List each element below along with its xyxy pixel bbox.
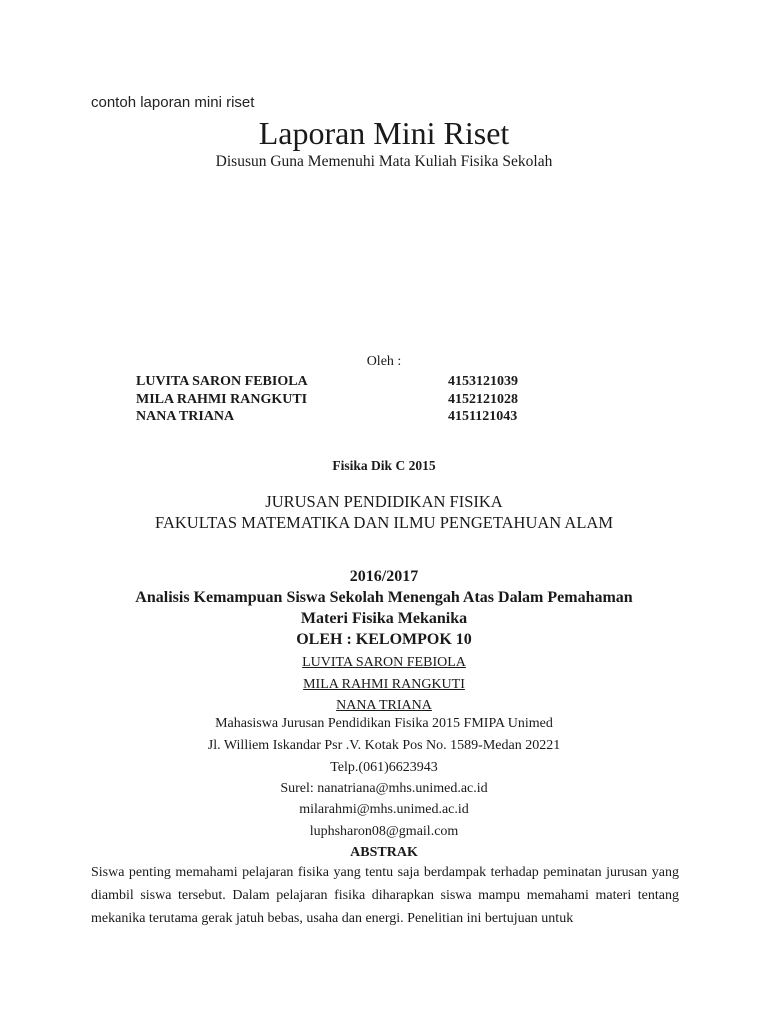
email: Surel: nanatriana@mhs.unimed.ac.id bbox=[280, 781, 488, 796]
author-list bbox=[136, 373, 536, 426]
author-nim: 4153121039 bbox=[448, 374, 518, 389]
address: Jl. Williem Iskandar Psr .V. Kotak Pos No. 1589-Medan 20221 bbox=[207, 738, 561, 753]
author-row bbox=[136, 391, 536, 409]
document-caption: contoh laporan mini riset bbox=[91, 94, 255, 111]
affiliation: Mahasiswa Jurusan Pendidikan Fisika 2015 FMIPA Unimed bbox=[215, 716, 553, 731]
class-label: Fisika Dik C 2015 bbox=[332, 458, 436, 473]
email: luphsharon08@gmail.com bbox=[309, 824, 459, 839]
academic-year: 2016/2017 bbox=[349, 568, 419, 585]
abstract-text: Siswa penting memahami pelajaran fisika yang tentu saja berdampak terhadap peminatan jurusan yang diambil siswa tersebut. Dalam pelajaran fisika diharapkan siswa mampu memahami materi tentang mekanika terutama gerak jatuh bebas, usaha dan energi. Penelitian ini bertujuan untuk bbox=[91, 865, 679, 926]
author-name: LUVITA SARON FEBIOLA bbox=[136, 374, 308, 389]
group-label: OLEH : KELOMPOK 10 bbox=[296, 631, 472, 648]
abstract-heading: ABSTRAK bbox=[350, 845, 418, 860]
group-member: NANA TRIANA bbox=[336, 698, 432, 713]
author-name: NANA TRIANA bbox=[136, 409, 235, 424]
group-member: MILA RAHMI RANGKUTI bbox=[303, 677, 465, 692]
author-name: MILA RAHMI RANGKUTI bbox=[136, 391, 308, 407]
email: milarahmi@mhs.unimed.ac.id bbox=[299, 802, 469, 817]
author-row bbox=[136, 408, 536, 426]
oleh-label: Oleh : bbox=[366, 354, 402, 369]
author-nim: 4151121043 bbox=[448, 409, 518, 424]
author-nim: 4152121028 bbox=[448, 391, 518, 407]
report-subtitle: Disusun Guna Memenuhi Mata Kuliah Fisika Sekolah bbox=[215, 153, 553, 170]
department-name: JURUSAN PENDIDIKAN FISIKA bbox=[265, 492, 503, 511]
faculty-name: FAKULTAS MATEMATIKA DAN ILMU PENGETAHUAN ALAM bbox=[155, 513, 613, 532]
report-title: Laporan Mini Riset bbox=[258, 115, 510, 151]
research-title-line1: Analisis Kemampuan Siswa Sekolah Menengah Atas Dalam Pemahaman bbox=[135, 589, 633, 606]
phone: Telp.(061)6623943 bbox=[330, 760, 438, 775]
research-title-line2: Materi Fisika Mekanika bbox=[300, 610, 468, 627]
group-member: LUVITA SARON FEBIOLA bbox=[302, 655, 466, 670]
author-row bbox=[136, 373, 536, 391]
